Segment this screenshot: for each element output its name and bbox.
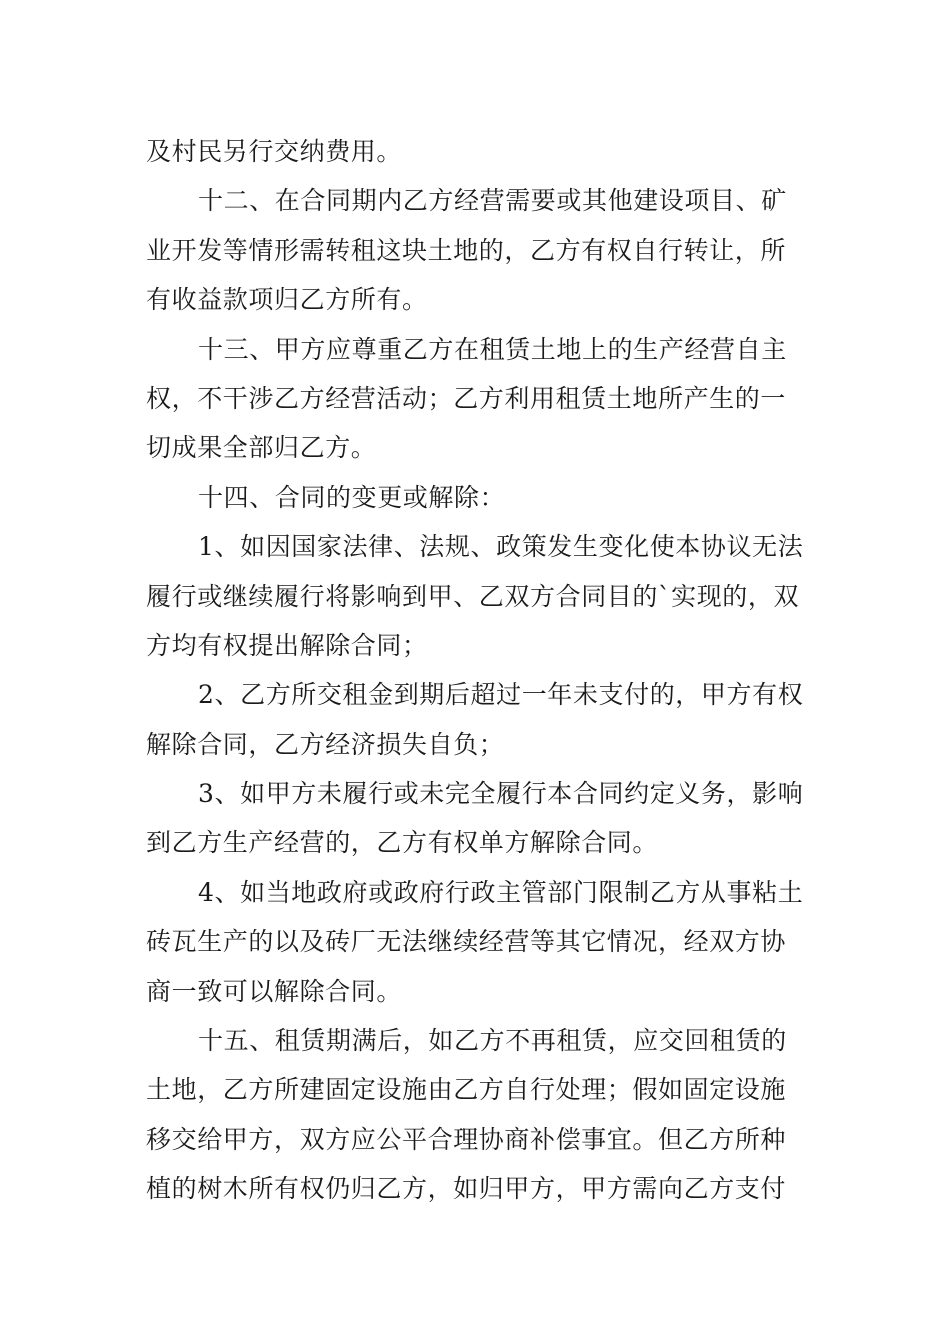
text-line: 履行或继续履行将影响到甲、乙双方合同目的`实现的，双 <box>146 581 800 611</box>
text-line: 3、如甲方未履行或未完全履行本合同约定义务，影响 <box>198 779 804 809</box>
text-line: 到乙方生产经营的，乙方有权单方解除合同。 <box>146 828 659 858</box>
contract-text-body <box>146 127 806 1214</box>
text-line: 解除合同，乙方经济损失自负； <box>146 729 505 759</box>
text-line: 土地，乙方所建固定设施由乙方自行处理；假如固定设施 <box>146 1075 787 1105</box>
text-line: 十五、租赁期满后，如乙方不再租赁，应交回租赁的 <box>198 1026 787 1056</box>
text-line: 切成果全部归乙方。 <box>146 433 377 463</box>
text-line: 2、乙方所交租金到期后超过一年未支付的，甲方有权 <box>198 680 804 710</box>
text-line: 砖瓦生产的以及砖厂无法继续经营等其它情况，经双方协 <box>146 927 787 957</box>
text-line: 方均有权提出解除合同； <box>146 630 428 660</box>
text-line: 十四、合同的变更或解除： <box>198 482 506 512</box>
text-line: 有收益款项归乙方所有。 <box>146 285 428 315</box>
text-line: 移交给甲方，双方应公平合理协商补偿事宜。但乙方所种 <box>146 1124 787 1154</box>
text-line: 十三、甲方应尊重乙方在租赁土地上的生产经营自主 <box>198 334 787 364</box>
text-line: 商一致可以解除合同。 <box>146 976 403 1006</box>
text-line: 业开发等情形需转租这块土地的，乙方有权自行转让，所 <box>146 235 787 265</box>
text-line: 十二、在合同期内乙方经营需要或其他建设项目、矿 <box>198 186 787 216</box>
text-line: 4、如当地政府或政府行政主管部门限制乙方从事粘土 <box>198 877 804 907</box>
text-line: 1、如因国家法律、法规、政策发生变化使本协议无法 <box>198 532 804 562</box>
text-line: 权，不干涉乙方经营活动；乙方利用租赁土地所产生的一 <box>146 383 787 413</box>
text-line: 及村民另行交纳费用。 <box>146 137 403 166</box>
text-line: 植的树木所有权仍归乙方，如归甲方，甲方需向乙方支付 <box>146 1174 787 1204</box>
